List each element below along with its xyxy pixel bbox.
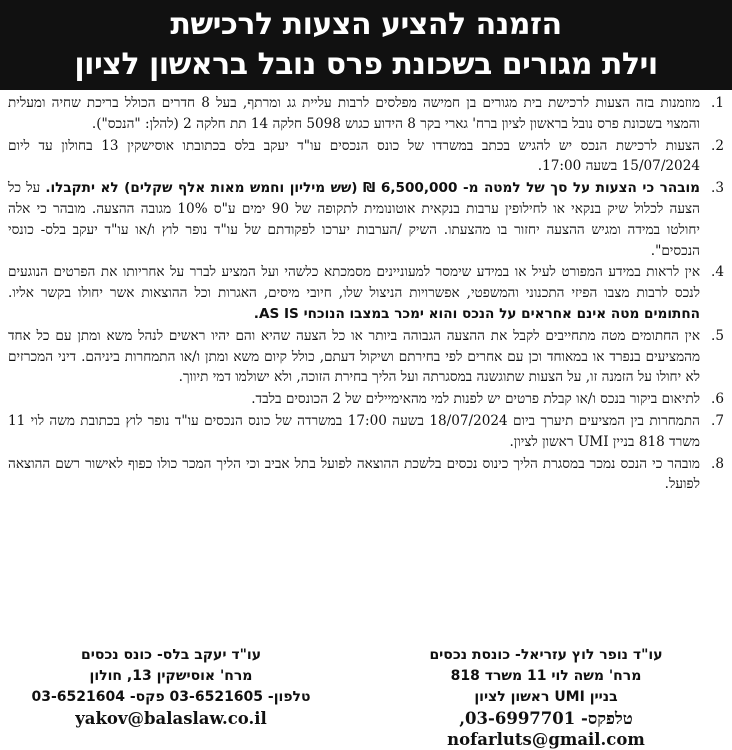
term-number: 4.	[711, 264, 724, 281]
term-text: התמחרות בין המציעים תיערך ביום 18/07/2024 בשעה 17:00 במשרדה של כונס הנכסים עו"ד נופר לוץ בכתובת משה לוי 11 משרד 818 בניין UMI ראשון לציון.	[8, 412, 700, 450]
term-text: אין לראות במידע המפורט לעיל או במידע שימסר למעוניינים מסמכתא כלשהי ועל המציע לברר על אחריותו את הפרטים הנוגעים לנכס לרבות מצבו הפיזי התכנוני והמשפטי, אפשרויות הניצול שלו, חיובי מיסים, האגרות וכל ההוצאות אשר יחולו בקשר אליו.	[8, 264, 700, 302]
term-number: 5.	[711, 327, 724, 344]
term-text: הצעות לרכישת הנכס יש להגיש בכתב במשרדו של כונס הנכסים עו"ד יעקב בלס בכתובתו אוסישקין 13 בחולון עד ליום 15/07/2024 בשעה 17:00.	[8, 137, 700, 175]
term-1	[8, 93, 724, 135]
receiver-yakov-contact	[6, 645, 336, 741]
term-number: 2.	[711, 137, 724, 154]
receiver-nofar-contact	[366, 645, 726, 749]
term-number: 3.	[711, 180, 724, 197]
receiver-address: מרח' משה לוי 11 משרד 818	[450, 668, 642, 684]
signatures-footer	[6, 645, 726, 749]
receiver-email: yakov@balaslaw.co.il	[75, 709, 267, 728]
term-text: על כל הצעה לכלול שיק בנקאי או לחילופין ערבות בנקאית אוטונומית לתקופה של 90 ימים ע"ס 10% מגובה ההצעה. מובהר כי אלה יחולטו במידה ומגיש ההצעה יחזור בו מהצעתו. השיק /הערבות יערכו לפקודתם של עו"ד נופר לוץ ו/או עו"ד יעקב בלס- כונסי הנכסים".	[8, 180, 700, 259]
notice-header	[0, 0, 732, 90]
term-text: אין החתומים מטה מתחייבים לקבל את ההצעה הגבוהה ביותר או כל הצעה שהיא והם יהיו ראשים לנהל משא ומתן עם כל אחד מהמציעים בנפרד או במאוחד וכן עם אחרים לפי בחירתם ושיקול דעתם, כולל קיום משא ומתן ו/או התמחרות ביניהם. דיני המכרזים לא יחולו על הזמנה זו, על הצעות שתוגשנה במסגרתה ועל הליך בחירת הזוכה, ולא ישולמו דמי תיווך.	[8, 327, 700, 386]
header-title-line-2: וילת מגורים בשכונת פרס נובל בראשון לציון	[74, 47, 658, 82]
term-number: 7.	[711, 412, 724, 429]
term-number: 1.	[711, 95, 724, 111]
term-number: 8.	[711, 455, 724, 472]
term-6	[8, 389, 724, 410]
term-text: לתיאום ביקור בנכס ו/או קבלת פרטים יש לפנות למי מהאימיילים של 2 הכונסים בלבד.	[251, 391, 700, 408]
term-3	[8, 178, 724, 261]
term-5	[8, 326, 724, 388]
terms-list	[8, 93, 724, 496]
term-number: 6.	[711, 391, 724, 408]
term-7	[8, 411, 724, 453]
receiver-name: עו"ד יעקב בלס- כונס נכסים	[80, 647, 262, 663]
receiver-name: עו"ד נופר לוץ עזריאל- כונסת נכסים	[429, 647, 663, 663]
header-title-line-1: הזמנה להציע הצעות לרכישת	[170, 7, 562, 42]
term-2	[8, 136, 724, 178]
term-bold-text: מובהר כי הצעות על סך של למטה מ- 6,500,000 ₪ (שש מיליון וחמש מאות אלף שקלים) לא יתקבלו.	[45, 180, 700, 197]
receiver-building: בניין UMI ראשון לציון	[474, 689, 618, 705]
term-4	[8, 262, 724, 324]
term-text: מוזמנות בזה הצעות לרכישת בית מגורים בן חמישה מפלסים לרבות עליית גג ומרתף, בעל 8 חדרים הכולל בריכת שחיה ומעלית והמצוי בשכונת פרס נובל בראשון לציון ברח' גארי בקר 8 הידוע כגוש 5098 חלקה 14 תת חלקה 2 (להלן: "הנכס").	[8, 95, 701, 132]
term-text: מובהר כי הנכס נמכר במסגרת הליך כינוס נכסים בלשכת ההוצאה לפועל בתל אביב וכי הליך המכר כולו כפוף לאישור רשם ההוצאה לפועל.	[8, 455, 700, 493]
receiver-address: מרח' אוסישקין 13, חולון	[89, 668, 253, 684]
receiver-phone-email: טלפקס- 03-6997701, nofarluts@gmail.com	[447, 709, 645, 749]
term-bold-text: החתומים מטה אינם אחראים על הנכס והוא ימכר במצבו הנוכחי AS IS.	[253, 305, 700, 322]
receiver-phone-fax: טלפון- 03-6521605 פקס- 03-6521604	[31, 689, 311, 705]
term-8	[8, 454, 724, 496]
